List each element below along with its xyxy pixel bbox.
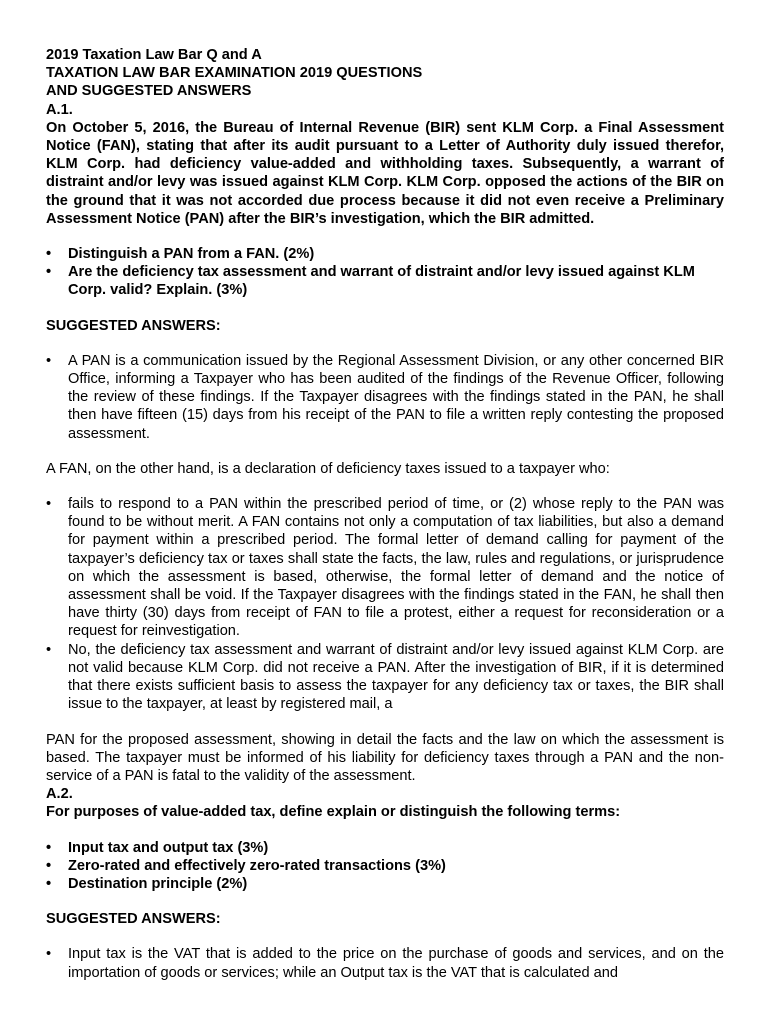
bullet-icon: • bbox=[46, 946, 52, 963]
fan-intro: A FAN, on the other hand, is a declaration of deficiency taxes issued to a taxpayer who: bbox=[46, 460, 610, 477]
answer-pan: A PAN is a communication issued by the Regional Assessment Division, or any other concerned BIR Office, informing a Taxpayer who has been audited of the findings of the Revenue Officer, following the review of these findings. If the Taxpayer disagrees with the findings stated in the PAN, he shall then have fifteen (15) days from his receipt of the PAN to file a written reply contesting the proposed assessment. bbox=[68, 352, 724, 442]
suggested-answers-heading-2: SUGGESTED ANSWERS: bbox=[46, 911, 221, 928]
question-1-list bbox=[46, 245, 724, 300]
list-item: • Zero-rated and effectively zero-rated transactions (3%) bbox=[46, 857, 446, 874]
list-item: • Are the deficiency tax assessment and warrant of distraint and/or levy issued against KLM Corp. valid? Explain. (3%) bbox=[46, 264, 695, 299]
bullet-icon: • bbox=[46, 352, 52, 369]
list-item bbox=[46, 495, 724, 641]
question-1-prompt: On October 5, 2016, the Bureau of Internal Revenue (BIR) sent KLM Corp. a Final Assessment Notice (FAN), stating that after its audit pursuant to a Letter of Authority duly issued therefor, KLM Corp. had deficiency value-added and withholding taxes. Subsequently, a warrant of distraint and/or levy was issued against KLM Corp. KLM Corp. opposed the actions of the BIR on the ground that it was not accorded due process because it did not even receive a Preliminary Assessment Notice (PAN) after the BIR’s investigation, which the BIR admitted. bbox=[46, 119, 724, 227]
question-2-label: A.2. bbox=[46, 786, 73, 803]
list-item: • Input tax and output tax (3%) bbox=[46, 839, 269, 856]
header-subtitle: AND SUGGESTED ANSWERS bbox=[46, 83, 252, 100]
answer-input-tax: Input tax is the VAT that is added to the price on the purchase of goods and services, and on the importation of goods or services; while an Output tax is the VAT that is calculated and bbox=[68, 946, 724, 981]
suggested-answers-heading-1: SUGGESTED ANSWERS: bbox=[46, 317, 221, 334]
document-page bbox=[46, 46, 724, 982]
bullet-icon: • bbox=[46, 641, 52, 658]
answer-fan: fails to respond to a PAN within the prescribed period of time, or (2) whose reply to the PAN was found to be without merit. A FAN contains not only a computation of tax liabilities, but also a demand for payment within a prescribed period. The formal letter of demand calling for payment of the taxpayer’s deficiency tax or taxes shall state the facts, the law, rules and regulations, or jurisprudence on which the assessment is based, otherwise, the formal letter of demand and the notice of assessment shall be void. If the Taxpayer disagrees with the findings stated in the FAN, he shall then have thirty (30) days from receipt of FAN to file a protest, either a request for reconsideration or a request for reinvestigation. bbox=[68, 496, 724, 640]
bullet-icon: • bbox=[46, 857, 52, 874]
answer-validity: No, the deficiency tax assessment and warrant of distraint and/or levy issued against KLM Corp. are not valid because KLM Corp. did not receive a PAN. After the investigation of BIR, if it is determined that there exists sufficient basis to assess the taxpayer for any deficiency tax or taxes, the BIR shall issue to the taxpayer, at least by registered mail, a bbox=[68, 641, 724, 713]
bullet-icon: • bbox=[46, 264, 52, 281]
bullet-icon: • bbox=[46, 246, 52, 263]
list-item bbox=[46, 945, 724, 981]
list-item: • Distinguish a PAN from a FAN. (2%) bbox=[46, 246, 315, 263]
bullet-icon: • bbox=[46, 496, 52, 513]
question-1-label: A.1. bbox=[46, 101, 73, 118]
list-item bbox=[46, 641, 724, 714]
list-item: • Destination principle (2%) bbox=[46, 875, 248, 892]
header-title: 2019 Taxation Law Bar Q and A bbox=[46, 47, 262, 63]
bullet-icon: • bbox=[46, 839, 52, 856]
bullet-icon: • bbox=[46, 875, 52, 892]
answer-pan-list bbox=[46, 352, 724, 443]
answer-fan-list bbox=[46, 495, 724, 713]
list-item bbox=[46, 352, 724, 443]
answer-input-list bbox=[46, 945, 724, 981]
header-exam-title: TAXATION LAW BAR EXAMINATION 2019 QUESTIONS bbox=[46, 65, 423, 82]
answer-continuation: PAN for the proposed assessment, showing in detail the facts and the law on which the assessment is based. The taxpayer must be informed of his liability for deficiency taxes through a PAN and the non-service of a PAN is fatal to the validity of the assessment. bbox=[46, 731, 724, 784]
question-2-list bbox=[46, 839, 724, 894]
question-2-prompt: For purposes of value-added tax, define explain or distinguish the following terms: bbox=[46, 804, 621, 821]
document-header bbox=[46, 46, 724, 101]
